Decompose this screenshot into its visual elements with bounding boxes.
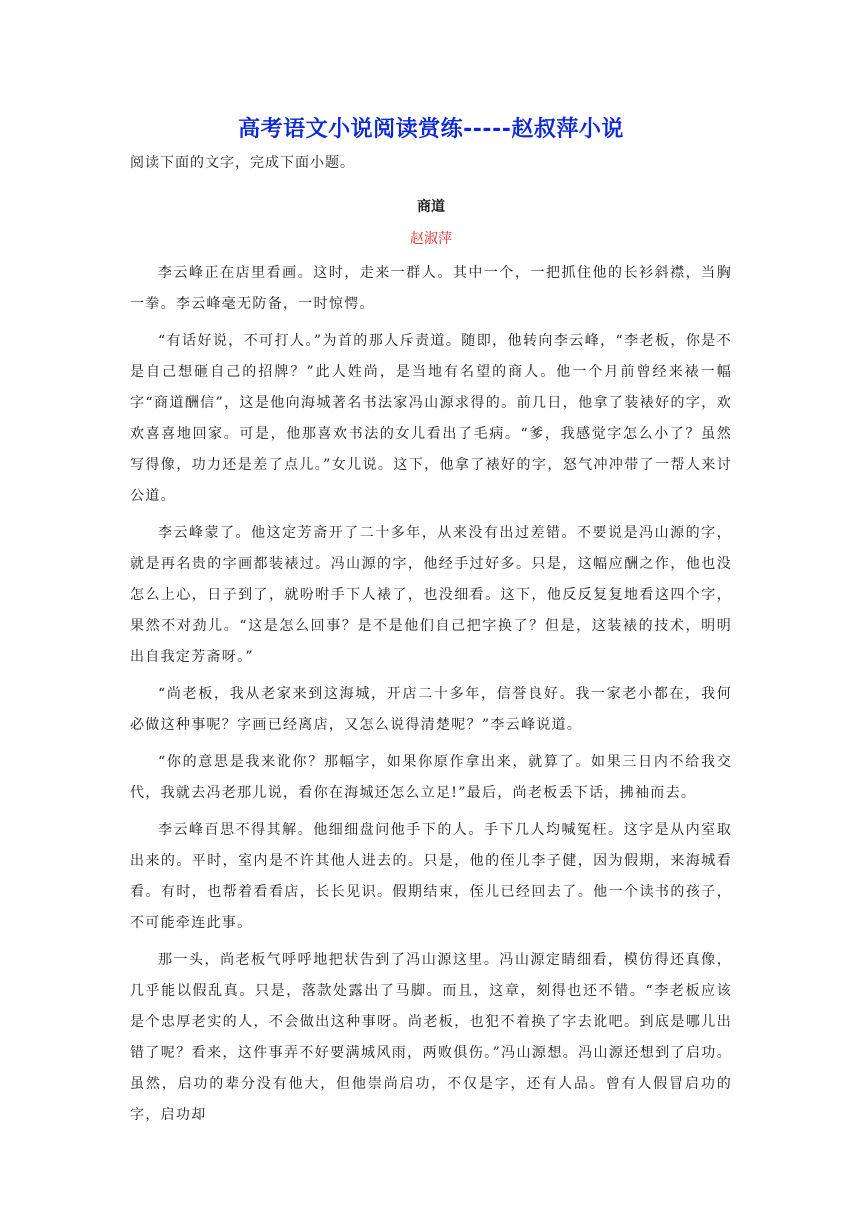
document-title: 高考语文小说阅读赏练-----赵叔萍小说	[238, 117, 624, 142]
paragraph: “有话好说，不可打人。”为首的那人斥责道。随即，他转向李云峰，“李老板，你是不是自己想砸自己的招牌？”此人姓尚，是当地有名望的商人。他一个月前曾经来裱一幅字“商道酬信”，这是他向海城著名书法家冯山源求得的。前几日，他拿了装裱好的字，欢欢喜喜地回家。可是，他那喜欢书法的女儿看出了毛病。“爹，我感觉字怎么小了？虽然写得像，功力还是差了点儿。”女儿说。这下，他拿了裱好的字，怒气冲冲带了一帮人来讨公道。	[130, 333, 732, 504]
instruction-text: 阅读下面的文字，完成下面小题。	[130, 155, 355, 171]
paragraph: “你的意思是我来讹你？那幅字，如果你原作拿出来，就算了。如果三日内不给我交代，我就去冯老那儿说，看你在海城还怎么立足!”最后，尚老板丢下话，拂袖而去。	[130, 754, 732, 801]
paragraph: 李云峰百思不得其解。他细细盘问他手下的人。手下几人均喊冤枉。这字是从内室取出来的。平时，室内是不许其他人进去的。只是，他的侄儿李子健，因为假期，来海城看看。有时，也帮着看看店，长长见识。假期结束，侄儿已经回去了。他一个读书的孩子，不可能牵连此事。	[130, 822, 732, 931]
paragraph: “尚老板，我从老家来到这海城，开店二十多年，信誉良好。我一家老小都在，我何必做这种事呢？字画已经离店，又怎么说得清楚呢？”李云峰说道。	[130, 686, 732, 733]
paragraph: 那一头，尚老板气呼呼地把状告到了冯山源这里。冯山源定睛细看，模仿得还真像，几乎能以假乱真。只是，落款处露出了马脚。而且，这章，刻得也还不错。“李老板应该是个忠厚老实的人，不会做出这种事呀。尚老板，也犯不着换了字去讹吧。到底是哪儿出错了呢？看来，这件事弄不好要满城风雨，两败俱伤。”冯山源想。冯山源还想到了启功。虽然，启功的辈分没有他大，但他崇尚启功，不仅是字，还有人品。曾有人假冒启功的字，启功却	[130, 952, 732, 1123]
story-author: 赵淑萍	[410, 231, 452, 247]
story-body	[130, 258, 732, 1131]
paragraph: 李云峰蒙了。他这定芳斋开了二十多年，从来没有出过差错。不要说是冯山源的字，就是再名贵的字画都装裱过。冯山源的字，他经手过好多。只是，这幅应酬之作，他也没怎么上心，日子到了，就吩咐手下人裱了，也没细看。这下，他反反复复地看这四个字，果然不对劲儿。“这是怎么回事？是不是他们自己把字换了？但是，这装裱的技术，明明出自我定芳斋呀。”	[130, 525, 732, 665]
story-title: 商道	[417, 199, 445, 215]
paragraph: 李云峰正在店里看画。这时，走来一群人。其中一个，一把抓住他的长衫斜襟，当胸一拳。李云峰毫无防备，一时惊愕。	[130, 265, 732, 312]
